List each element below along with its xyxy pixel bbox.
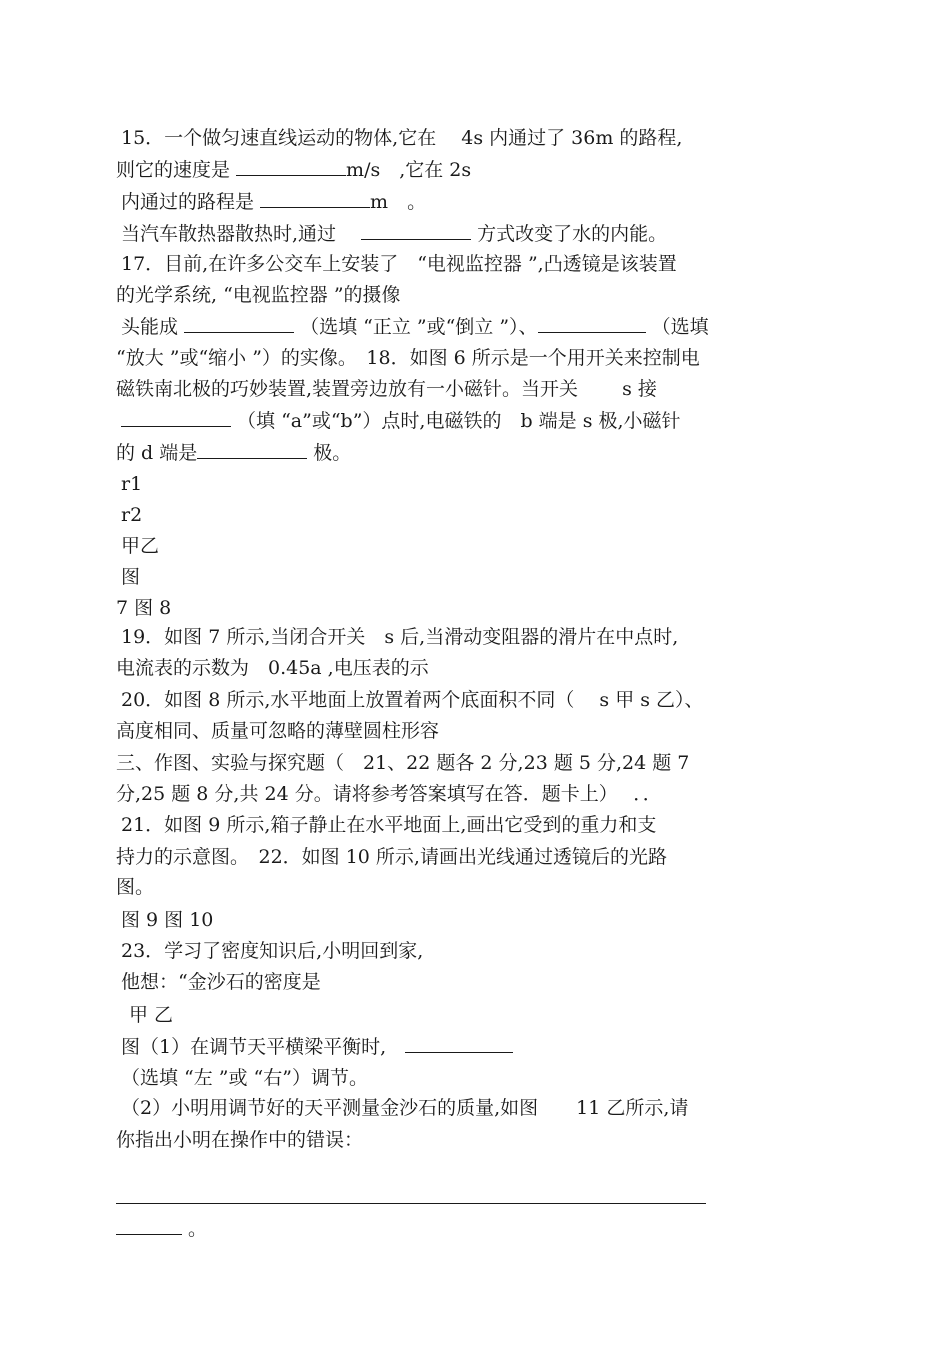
section-3-heading-line-2: 分,25 题 8 分,共 24 分。请将参考答案填写在答．题卡上） ．． <box>116 783 662 805</box>
answer-blank-balance-direction[interactable] <box>405 1034 513 1053</box>
question-18-line-2: （填 “a”或“b”）点时,电磁铁的 b 端是 s 极,小磁针 <box>121 408 681 433</box>
answer-blank-switch-point[interactable] <box>121 408 231 427</box>
question-23-part-1-choice: （选填 “左 ”或 “右”）调节。 <box>121 1067 368 1089</box>
question-15-line-3: 内通过的路程是 m 。 <box>121 191 427 213</box>
figure-label-r2: r2 <box>121 504 143 526</box>
question-19-line-2: 电流表的示数为 0.45a ,电压表的示 <box>116 657 429 679</box>
question-17-line-3: 头能成 （选填 “正立 ”或“倒立 ”）、 （选填 <box>121 316 709 338</box>
question-16-line: 当汽车散热器散热时,通过 方式改变了水的内能。 <box>121 223 668 245</box>
question-17-line-2: 的光学系统, “电视监控器 ”的摄像 <box>116 284 401 306</box>
answer-blank-distance[interactable] <box>260 189 370 208</box>
question-18-line-1: 磁铁南北极的巧妙装置,装置旁边放有一小磁针。当开关 s 接 <box>116 378 657 400</box>
question-17-18-line: “放大 ”或“缩小 ”）的实像。 18．如图 6 所示是一个用开关来控制电 <box>116 347 700 369</box>
answer-blank-upright-inverted[interactable] <box>184 314 294 333</box>
answer-blank-error-continuation[interactable] <box>116 1216 182 1235</box>
figure-caption-9-10: 图 9 图 10 <box>121 909 214 931</box>
answer-blank-method[interactable] <box>361 221 471 240</box>
question-23-line-1: 23．学习了密度知识后,小明回到家, <box>121 940 424 962</box>
section-3-heading-line-1: 三、作图、实验与探究题（ 21、22 题各 2 分,23 题 5 分,24 题 7 <box>116 752 690 774</box>
question-20-line-1: 20．如图 8 所示,水平地面上放置着两个底面积不同（ s 甲 s 乙）、 <box>121 689 704 711</box>
question-15-line-1: 15．一个做匀速直线运动的物体,它在 4s 内通过了 36m 的路程, <box>121 127 683 149</box>
question-15-line-2: 则它的速度是 m/s ,它在 2s <box>116 159 472 181</box>
answer-blank-enlarged-reduced[interactable] <box>538 314 646 333</box>
figure-caption-7-8: 7 图 8 <box>116 597 172 619</box>
answer-line-end: 。 <box>116 1216 207 1241</box>
question-21-22-line: 持力的示意图。 22．如图 10 所示,请画出光线通过透镜后的光路 <box>116 846 667 868</box>
question-23-part-2-line-1: （2）小明用调节好的天平测量金沙石的质量,如图 11 乙所示,请 <box>121 1097 689 1119</box>
question-18-line-3: 的 d 端是 极。 <box>116 442 352 464</box>
question-19-line-1: 19．如图 7 所示,当闭合开关 s 后,当滑动变阻器的滑片在中点时, <box>121 626 679 648</box>
question-22-line-end: 图。 <box>116 876 155 898</box>
question-23-part-1-line: 图（1）在调节天平横梁平衡时, <box>121 1034 513 1059</box>
question-23-line-2: 他想：“金沙石的密度是 <box>121 971 321 993</box>
figure-label-r1: r1 <box>121 473 143 495</box>
question-17-line-1: 17．目前,在许多公交车上安装了 “电视监控器 ”,凸透镜是该装置 <box>121 253 677 275</box>
figure-label-jia-yi-11: 甲 乙 <box>129 1004 174 1026</box>
answer-blank-speed[interactable] <box>236 157 346 176</box>
question-23-part-2-line-2: 你指出小明在操作中的错误： <box>116 1129 364 1151</box>
question-20-line-2: 高度相同、质量可忽略的薄壁圆柱形容 <box>116 720 440 742</box>
answer-line-error-description[interactable] <box>116 1203 706 1204</box>
answer-blank-needle-pole[interactable] <box>197 440 307 459</box>
figure-label-jia-yi: 甲乙 <box>121 535 160 557</box>
question-21-line: 21．如图 9 所示,箱子静止在水平地面上,画出它受到的重力和支 <box>121 814 657 836</box>
figure-label-tu: 图 <box>121 566 141 588</box>
